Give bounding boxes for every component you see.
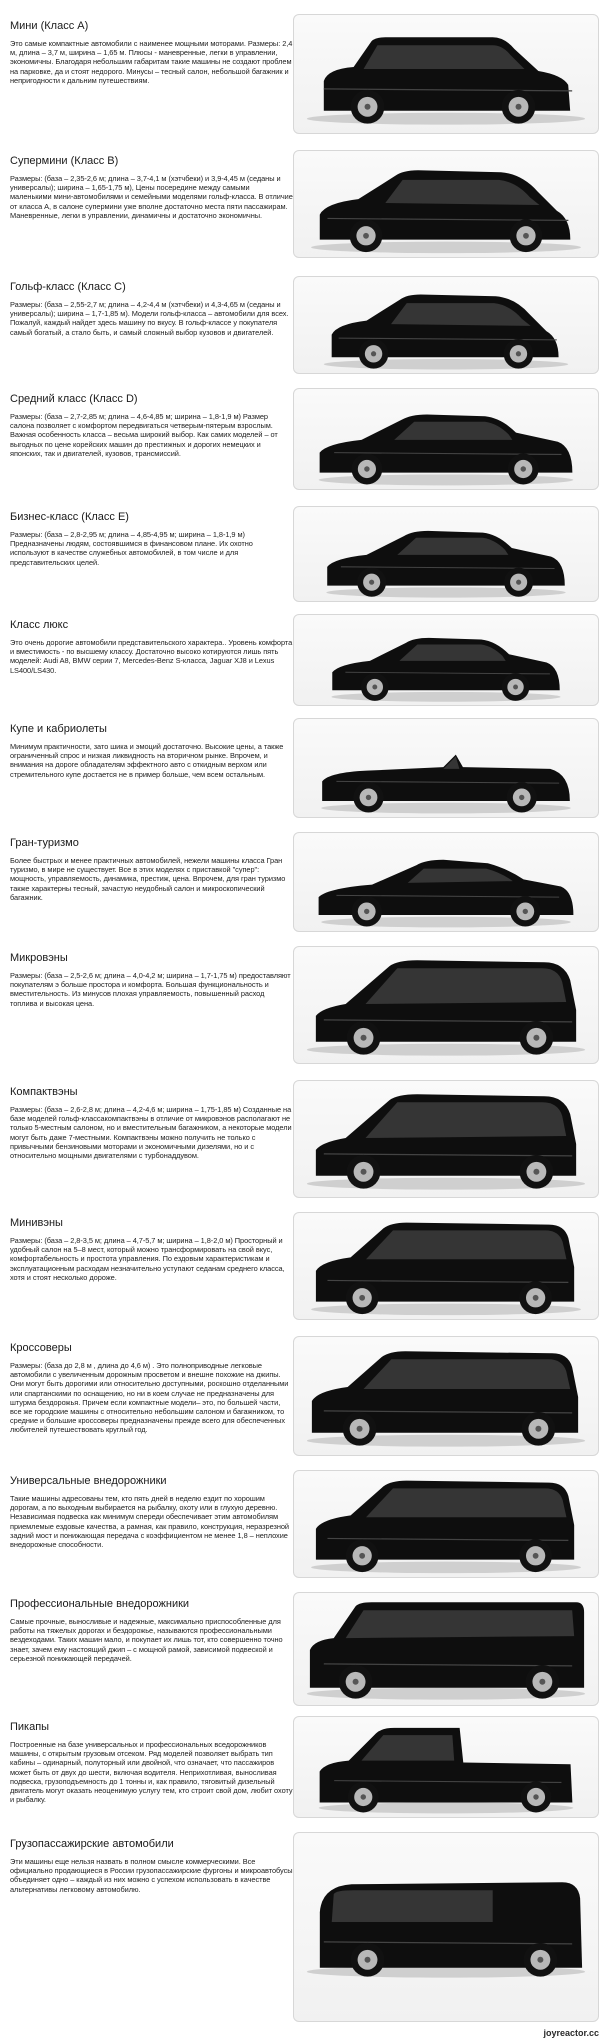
section-description: Более быстрых и менее практичных автомобилей, нежели машины класса Гран туризмо, в мире не существует. Все в этих моделях с приставкой "супер": мощность, управляемость, динамика, престиж, цена. Впрочем, для гран туризмо также характерны тесный, зачастую неудобный салон и микроскопический багажник. [10,856,286,902]
section-title: Универсальные внедорожники [10,1475,167,1487]
car-photo-middle [293,388,599,490]
section-text [10,1475,293,1549]
section-title: Гран-туризмо [10,837,79,849]
car-photo-supermini [293,150,599,258]
section-description: Эти машины еще нельзя назвать в полном смысле коммерческими. Все официально продающиеся в России грузопассажирские фургоны и микроавтобусы объединяет одно – каждый из них можно с успехом использовать в качестве альтернативы легковому автомобилю. [10,1857,293,1894]
car-photo-van [293,1832,599,2022]
section-text [10,1217,293,1282]
section-text [10,619,293,675]
section-title: Микровэны [10,952,68,964]
section-description: Это самые компактные автомобили с наименее мощными моторами. Размеры: 2,4 м, длина – 3,7 м, ширина – 1,65 м. Плюсы - маневренные, легки в управлении, экономичны. Благодаря небольшим габаритам такие машины не создают проблем на парковке, да и стоят недорого. Минусы – тесный салон, небольшой багажник и непригодности к дальним путешествиям. [10,39,293,85]
section-description: Самые прочные, выносливые и надежные, максимально приспособленные для работы на тяжелых дорогах и бездорожье, называются профессиональными вездеходами. Таких машин мало, и покупает их лишь тот, кто совершенно точно знает, зачем ему настоящий джип – с мощной рамой, зависимой подвеской и серьезной понижающей передачей. [10,1617,283,1663]
section-description: Размеры: (база – 2,55-2,7 м; длина – 4,2-4,4 м (хэтчбеки) и 4,3-4,65 м (седаны и универсалы); ширина – 1,7-1,85 м). Модели гольф-класса – автомобили для всех. Пожалуй, каждый найдет здесь машину по вкусу. В гольф-классе у покупателя самый богатый, а стало быть, и самый сложный выбор кузовов и двигателей. [10,300,289,337]
car-photo-business [293,506,599,602]
section-description: Размеры: (база – 2,6-2,8 м; длина – 4,2-4,6 м; ширина – 1,75-1,85 м) Созданные на базе моделей гольф-классакомпактвэны в отличие от микровэнов располагают не только 5-местным салоном, но и вместительным багажником, а некоторые модели могут быть даже 7-местными. Компактвэны можно получить не только с привычными бензиновыми моторами и экономичными дизелями, но и с относительно мощными двигателями с турбонаддувом. [10,1105,292,1161]
section-text [10,723,293,779]
car-photo-crossover [293,1336,599,1456]
section-title: Грузопассажирские автомобили [10,1838,174,1850]
section-title: Гольф-класс (Класс С) [10,281,126,293]
section-title: Бизнес-класс (Класс Е) [10,511,129,523]
section-title: Профессиональные внедорожники [10,1598,190,1610]
section-text [10,837,293,902]
section-description: Размеры: (база – 2,7-2,85 м; длина – 4,6-4,85 м; ширина – 1,8-1,9 м) Размер салона позволяет с комфортом передвигаться четверым-пятерым взрослым. Важная особенность класса – весьма широкий выбор. Как самих моделей – от выгодных по цене корейских машин до престижных и дорогих немецких и японских, так и двигателей, кузовов, трансмиссий. [10,412,278,458]
section-text [10,1838,293,1894]
car-photo-golf [293,276,599,374]
section-text [10,1342,293,1435]
section-description: Построенные на базе универсальных и профессиональных вседорожников машины, с открытым грузовым отсеком. Ряд моделей позволяет выбрать тип кабины – одинарный, полуторный или двойной, что означает, что пассажиров может быть от двух до шести, включая водителя. Неприхотливая, выносливая подвеска, грузоподъемность до 1 тонны и, как правило, тяговитый дизельный двигатель могут оказать неоценимую услугу тем, кто строит свой дом, любит охоту и рыбалку. [10,1740,293,1805]
car-photo-minivan [293,1212,599,1320]
section-text [10,1721,293,1804]
section-text [10,20,293,85]
section-title: Средний класс (Класс D) [10,393,138,405]
section-title: Мини (Класс А) [10,20,89,32]
car-photo-microvan [293,946,599,1064]
section-description: Размеры: (база – 2,8-2,95 м; длина – 4,85-4,95 м; ширина – 1,8-1,9 м) Предназначены людям, состоявшимся в финансовом плане. Их охотно используют в качестве служебных автомобилей, в том числе и для представительских целей. [10,530,253,567]
section-title: Минивэны [10,1217,63,1229]
section-title: Компактвэны [10,1086,78,1098]
section-title: Супермини (Класс B) [10,155,119,167]
car-photo-luxury [293,614,599,706]
section-title: Кроссоверы [10,1342,72,1354]
car-photo-offroad [293,1592,599,1706]
section-description: Минимум практичности, зато шика и эмоций достаточно. Высокие цены, а также ограниченный спрос и низкая ликвидность на вторичном рынке. Впрочем, и внимания на дороге обладателям эффектного авто с откидным верхом или стремительного купе достается не в пример больше, чем всем остальным. [10,742,284,779]
section-text [10,281,293,337]
car-photo-suv [293,1470,599,1578]
car-photo-compactvan [293,1080,599,1198]
section-description: Размеры: (база – 2,8-3,5 м; длина – 4,7-5,7 м; ширина – 1,8-2,0 м) Просторный и удобный салон на 5–8 мест, который можно трансформировать на свой вкус, комфортабельность и простота управления. По ездовым характеристикам и эксплуатационным расходам незначительно уступают седанам среднего класса, хотя и стоят несколько дороже. [10,1236,285,1282]
section-title: Купе и кабриолеты [10,723,107,735]
section-description: Это очень дорогие автомобили представительского характера.. Уровень комфорта и вместимость - по высшему классу. Достаточно высоко котируются лишь пять моделей: Audi A8, BMW серии 7, Mercedes-Benz S-класса, Jaguar XJ8 и Lexus LS400/LS430. [10,638,293,675]
section-description: Размеры: (база до 2,8 м , длина до 4,6 м) . Это полноприводные легковые автомобили с увеличенным дорожным просветом и внешне похожие на джипы. Они могут быть дорогими или относительно доступными, роскошно отделанными или спартанскими по оснащению, но ни в коем случае не предназначены для штурма бездорожья. Причем если компактные модели– это, по большей части, все же городские машины с относительно небольшим салоном и багажником, то средние и большие кроссоверы предназначены прежде всего для обеспеченных любителей путешествовать круглый год. [10,1361,289,1435]
section-description: Такие машины адресованы тем, кто пять дней в неделю ездит по хорошим дорогам, а по выходным выбирается на рыбалку, охоту или в глухую деревню. Независимая подвеска как минимум спереди обеспечивает этим автомобилям приемлемые ездовые качества, а рамная, как правило, конструкция, неразрезной задний мост и понижающая передача с коэффициентом не менее 1,8 – неплохие внедорожные способности. [10,1494,290,1550]
section-text [10,1086,293,1160]
section-title: Пикапы [10,1721,50,1733]
car-photo-cabrio [293,718,599,818]
car-photo-gt [293,832,599,932]
car-photo-mini [293,14,599,134]
section-description: Размеры: (база – 2,35-2,6 м; длина – 3,7-4,1 м (хэтчбеки) и 3,9-4,45 м (седаны и универсалы); ширина – 1,65-1,75 м), Цены посередине между самыми маленькими мини-автомобилями и семейными моделями гольф-класса. В отличие от класса А, в салоне супермини уже вполне достаточно места пяти пассажирам. Маневренные, легки в управлении, динамичны и достаточно экономичны. [10,174,293,220]
site-watermark[interactable]: joyreactor.cc [543,2028,599,2038]
section-text [10,1598,293,1663]
car-photo-pickup [293,1716,599,1818]
section-title: Класс люкс [10,619,69,631]
section-text [10,511,293,567]
section-text [10,393,293,458]
section-text [10,155,293,220]
section-text [10,952,293,1008]
section-description: Размеры: (база – 2,5-2,6 м; длина – 4,0-4,2 м; ширина – 1,7-1,75 м) предоставляют покупателям э больше простора и комфорта. Большая функциональность и вместительность. Из минусов плохая управляемость, повышенный расход топлива и высокая цена. [10,971,291,1008]
